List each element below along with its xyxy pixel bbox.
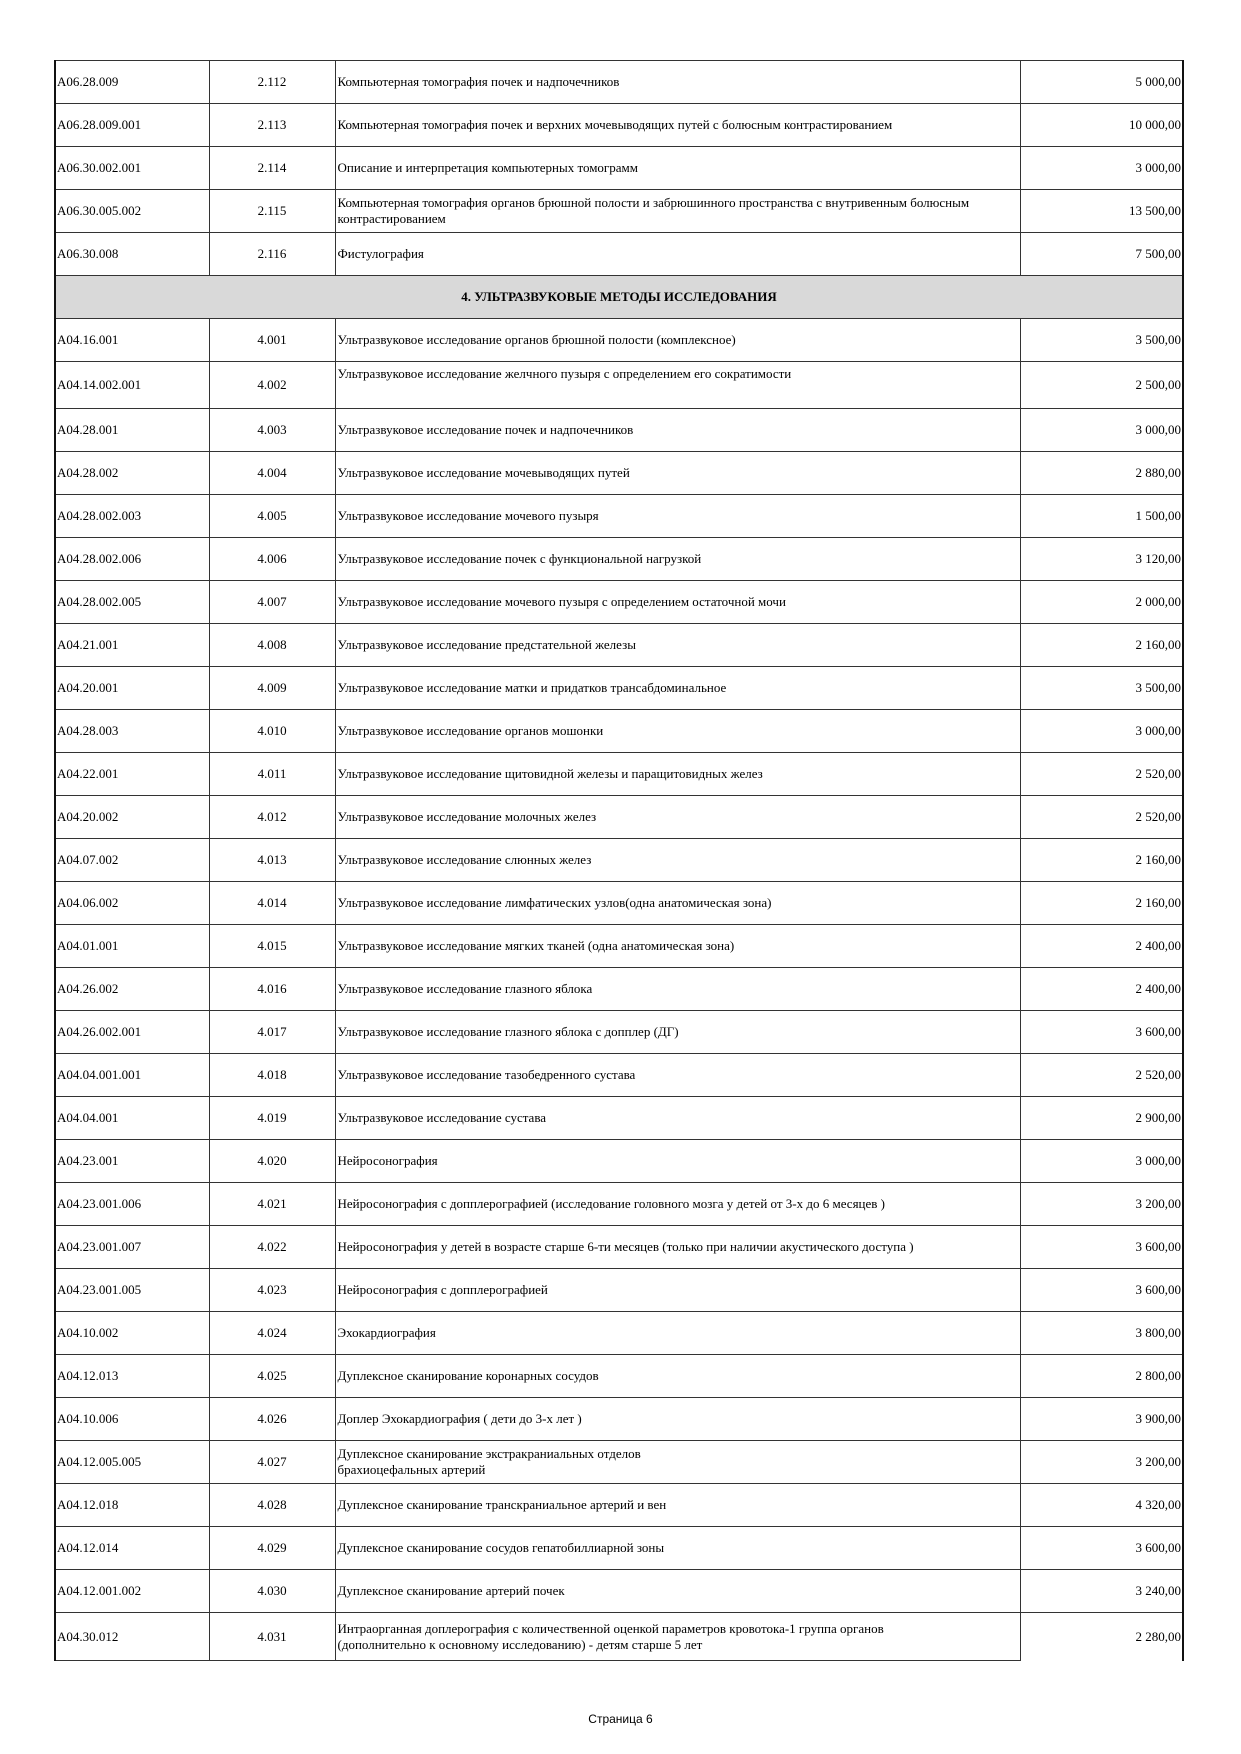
service-code: A04.28.002	[55, 452, 209, 495]
table-row	[55, 319, 1183, 362]
item-number: 4.019	[209, 1097, 335, 1140]
section-title: 4. УЛЬТРАЗВУКОВЫЕ МЕТОДЫ ИССЛЕДОВАНИЯ	[55, 276, 1183, 319]
item-number: 2.116	[209, 233, 335, 276]
service-price: 2 160,00	[1020, 839, 1183, 882]
service-code: A04.21.001	[55, 624, 209, 667]
table-row	[55, 1140, 1183, 1183]
service-price: 3 000,00	[1020, 1140, 1183, 1183]
table-row	[55, 1226, 1183, 1269]
service-price: 3 000,00	[1020, 147, 1183, 190]
table-row	[55, 1183, 1183, 1226]
service-price: 2 000,00	[1020, 581, 1183, 624]
service-price: 3 600,00	[1020, 1011, 1183, 1054]
service-price: 3 240,00	[1020, 1570, 1183, 1613]
service-code: A04.28.002.006	[55, 538, 209, 581]
item-number: 4.006	[209, 538, 335, 581]
service-price: 2 160,00	[1020, 882, 1183, 925]
service-description: Дуплексное сканирование сосудов гепатобиллиарной зоны	[335, 1527, 1020, 1570]
service-price: 3 600,00	[1020, 1226, 1183, 1269]
table-row	[55, 968, 1183, 1011]
service-price: 7 500,00	[1020, 233, 1183, 276]
description-line: Интраорганная доплерография с количественной оценкой параметров кровотока-1 группа органов	[337, 1620, 884, 1636]
service-price: 3 600,00	[1020, 1527, 1183, 1570]
item-number: 4.003	[209, 409, 335, 452]
service-price: 4 320,00	[1020, 1484, 1183, 1527]
table-row	[55, 925, 1183, 968]
service-price: 3 200,00	[1020, 1441, 1183, 1484]
table-row	[55, 710, 1183, 753]
service-code: A06.28.009.001	[55, 104, 209, 147]
service-description: Ультразвуковое исследование глазного яблока с допплер (ДГ)	[335, 1011, 1020, 1054]
table-row	[55, 1355, 1183, 1398]
item-number: 4.002	[209, 362, 335, 409]
table-row	[55, 452, 1183, 495]
service-description: Ультразвуковое исследование глазного яблока	[335, 968, 1020, 1011]
table-row	[55, 1097, 1183, 1140]
table-row	[55, 667, 1183, 710]
service-price: 1 500,00	[1020, 495, 1183, 538]
item-number: 4.025	[209, 1355, 335, 1398]
service-description: Ультразвуковое исследование сустава	[335, 1097, 1020, 1140]
table-row	[55, 1570, 1183, 1613]
service-code: A04.10.006	[55, 1398, 209, 1441]
table-row	[55, 1441, 1183, 1484]
service-description: Ультразвуковое исследование тазобедренного сустава	[335, 1054, 1020, 1097]
item-number: 4.012	[209, 796, 335, 839]
service-price: 2 160,00	[1020, 624, 1183, 667]
item-number: 4.009	[209, 667, 335, 710]
service-code: A04.23.001.005	[55, 1269, 209, 1312]
item-number: 4.018	[209, 1054, 335, 1097]
item-number: 4.016	[209, 968, 335, 1011]
service-description: Ультразвуковое исследование мочевого пузыря	[335, 495, 1020, 538]
service-price: 3 120,00	[1020, 538, 1183, 581]
item-number: 2.115	[209, 190, 335, 233]
table-row	[55, 1312, 1183, 1355]
item-number: 4.021	[209, 1183, 335, 1226]
service-price: 5 000,00	[1020, 61, 1183, 104]
table-row	[55, 61, 1183, 104]
service-code: A04.06.002	[55, 882, 209, 925]
service-description: Нейросонография с допплерографией (исследование головного мозга у детей от 3-х до 6 месяцев )	[335, 1183, 1020, 1226]
item-number: 4.024	[209, 1312, 335, 1355]
table-row	[55, 233, 1183, 276]
service-price: 3 600,00	[1020, 1269, 1183, 1312]
item-number: 4.013	[209, 839, 335, 882]
service-price: 2 500,00	[1020, 362, 1183, 409]
service-code: A04.26.002.001	[55, 1011, 209, 1054]
table-row	[55, 839, 1183, 882]
description-line: (дополнительно к основному исследованию) - детям старше 5 лет	[337, 1636, 703, 1652]
service-code: A06.28.009	[55, 61, 209, 104]
item-number: 4.005	[209, 495, 335, 538]
service-price: 3 200,00	[1020, 1183, 1183, 1226]
service-code: A04.04.001.001	[55, 1054, 209, 1097]
item-number: 4.017	[209, 1011, 335, 1054]
service-code: A04.30.012	[55, 1613, 209, 1661]
service-price: 3 500,00	[1020, 667, 1183, 710]
table-row	[55, 1269, 1183, 1312]
service-code: A06.30.008	[55, 233, 209, 276]
table-row	[55, 1054, 1183, 1097]
service-code: A04.12.005.005	[55, 1441, 209, 1484]
service-code: A04.28.002.003	[55, 495, 209, 538]
item-number: 4.008	[209, 624, 335, 667]
service-description: Ультразвуковое исследование молочных желез	[335, 796, 1020, 839]
service-description: Ультразвуковое исследование мягких тканей (одна анатомическая зона)	[335, 925, 1020, 968]
description-line: брахиоцефальных артерий	[337, 1462, 486, 1477]
service-price: 10 000,00	[1020, 104, 1183, 147]
service-description: Ультразвуковое исследование органов брюшной полости (комплексное)	[335, 319, 1020, 362]
service-code: A04.12.013	[55, 1355, 209, 1398]
item-number: 2.114	[209, 147, 335, 190]
service-description: Ультразвуковое исследование органов мошонки	[335, 710, 1020, 753]
service-description: Ультразвуковое исследование слюнных желез	[335, 839, 1020, 882]
service-code: A04.14.002.001	[55, 362, 209, 409]
item-number: 4.031	[209, 1613, 335, 1661]
table-row	[55, 1011, 1183, 1054]
page-number: Страница 6	[588, 1712, 653, 1726]
table-row	[55, 104, 1183, 147]
service-price: 2 800,00	[1020, 1355, 1183, 1398]
service-code: A06.30.005.002	[55, 190, 209, 233]
service-code: A04.12.001.002	[55, 1570, 209, 1613]
service-description: Дуплексное сканирование артерий почек	[335, 1570, 1020, 1613]
service-description: Фистулография	[335, 233, 1020, 276]
service-price: 2 520,00	[1020, 796, 1183, 839]
service-price: 13 500,00	[1020, 190, 1183, 233]
item-number: 4.007	[209, 581, 335, 624]
service-code: A04.16.001	[55, 319, 209, 362]
service-code: A04.12.014	[55, 1527, 209, 1570]
item-number: 4.010	[209, 710, 335, 753]
table-row	[55, 538, 1183, 581]
item-number: 4.027	[209, 1441, 335, 1484]
service-description: Ультразвуковое исследование предстательной железы	[335, 624, 1020, 667]
table-row	[55, 1613, 1183, 1661]
service-code: A04.22.001	[55, 753, 209, 796]
service-price: 3 000,00	[1020, 710, 1183, 753]
service-price: 2 900,00	[1020, 1097, 1183, 1140]
service-code: A04.12.018	[55, 1484, 209, 1527]
item-number: 4.023	[209, 1269, 335, 1312]
table-row	[55, 362, 1183, 409]
service-description: Доплер Эхокардиография ( дети до 3-х лет )	[335, 1398, 1020, 1441]
service-description: Ультразвуковое исследование желчного пузыря с определением его сократимости	[335, 362, 1020, 409]
service-description: Нейросонография с допплерографией	[335, 1269, 1020, 1312]
service-code: A04.26.002	[55, 968, 209, 1011]
price-list-table	[54, 60, 1184, 1661]
service-code: A04.28.002.005	[55, 581, 209, 624]
item-number: 4.020	[209, 1140, 335, 1183]
table-row	[55, 409, 1183, 452]
table-row	[55, 581, 1183, 624]
service-description	[335, 1613, 1020, 1661]
service-price: 3 800,00	[1020, 1312, 1183, 1355]
item-number: 4.029	[209, 1527, 335, 1570]
service-price: 2 400,00	[1020, 925, 1183, 968]
service-description	[335, 1441, 1020, 1484]
table-row	[55, 495, 1183, 538]
service-description: Описание и интерпретация компьютерных томограмм	[335, 147, 1020, 190]
table-row	[55, 753, 1183, 796]
service-code: A04.23.001.007	[55, 1226, 209, 1269]
service-description: Ультразвуковое исследование почек и надпочечников	[335, 409, 1020, 452]
service-code: A04.10.002	[55, 1312, 209, 1355]
item-number: 4.026	[209, 1398, 335, 1441]
service-description: Ультразвуковое исследование мочевыводящих путей	[335, 452, 1020, 495]
service-description: Дуплексное сканирование коронарных сосудов	[335, 1355, 1020, 1398]
service-description: Нейросонография	[335, 1140, 1020, 1183]
table-row	[55, 190, 1183, 233]
service-code: A04.20.002	[55, 796, 209, 839]
service-description: Ультразвуковое исследование почек с функциональной нагрузкой	[335, 538, 1020, 581]
service-price: 2 520,00	[1020, 1054, 1183, 1097]
service-description: Ультразвуковое исследование матки и придатков трансабдоминальное	[335, 667, 1020, 710]
table-row	[55, 1484, 1183, 1527]
service-price: 2 400,00	[1020, 968, 1183, 1011]
service-code: A06.30.002.001	[55, 147, 209, 190]
item-number: 4.015	[209, 925, 335, 968]
service-price: 3 500,00	[1020, 319, 1183, 362]
service-description: Ультразвуковое исследование мочевого пузыря с определением остаточной мочи	[335, 581, 1020, 624]
service-description: Дуплексное сканирование транскраниальное артерий и вен	[335, 1484, 1020, 1527]
service-price: 2 520,00	[1020, 753, 1183, 796]
item-number: 4.028	[209, 1484, 335, 1527]
table-row	[55, 1527, 1183, 1570]
service-description: Ультразвуковое исследование лимфатических узлов(одна анатомическая зона)	[335, 882, 1020, 925]
service-price: 2 280,00	[1020, 1613, 1183, 1661]
service-code: A04.28.001	[55, 409, 209, 452]
table-row	[55, 147, 1183, 190]
table-row	[55, 796, 1183, 839]
item-number: 4.022	[209, 1226, 335, 1269]
service-code: A04.04.001	[55, 1097, 209, 1140]
section-header-row	[55, 276, 1183, 319]
description-line: Дуплексное сканирование экстракраниальных отделов	[337, 1446, 641, 1461]
item-number: 4.011	[209, 753, 335, 796]
table-row	[55, 624, 1183, 667]
service-description: Ультразвуковое исследование щитовидной железы и паращитовидных желез	[335, 753, 1020, 796]
service-code: A04.20.001	[55, 667, 209, 710]
item-number: 2.113	[209, 104, 335, 147]
service-code: A04.28.003	[55, 710, 209, 753]
service-description: Нейросонография у детей в возрасте старше 6-ти месяцев (только при наличии акустического доступа )	[335, 1226, 1020, 1269]
service-description: Компьютерная томография органов брюшной полости и забрюшинного пространства с внутривенным болюсным контрастированием	[335, 190, 1020, 233]
service-price: 3 000,00	[1020, 409, 1183, 452]
service-description: Эхокардиография	[335, 1312, 1020, 1355]
item-number: 4.004	[209, 452, 335, 495]
service-description: Компьютерная томография почек и надпочечников	[335, 61, 1020, 104]
item-number: 4.030	[209, 1570, 335, 1613]
table-row	[55, 882, 1183, 925]
service-price: 3 900,00	[1020, 1398, 1183, 1441]
service-code: A04.01.001	[55, 925, 209, 968]
item-number: 2.112	[209, 61, 335, 104]
table-row	[55, 1398, 1183, 1441]
service-code: A04.23.001	[55, 1140, 209, 1183]
item-number: 4.014	[209, 882, 335, 925]
service-price: 2 880,00	[1020, 452, 1183, 495]
service-description: Компьютерная томография почек и верхних мочевыводящих путей с болюсным контрастированием	[335, 104, 1020, 147]
service-code: A04.07.002	[55, 839, 209, 882]
service-code: A04.23.001.006	[55, 1183, 209, 1226]
item-number: 4.001	[209, 319, 335, 362]
